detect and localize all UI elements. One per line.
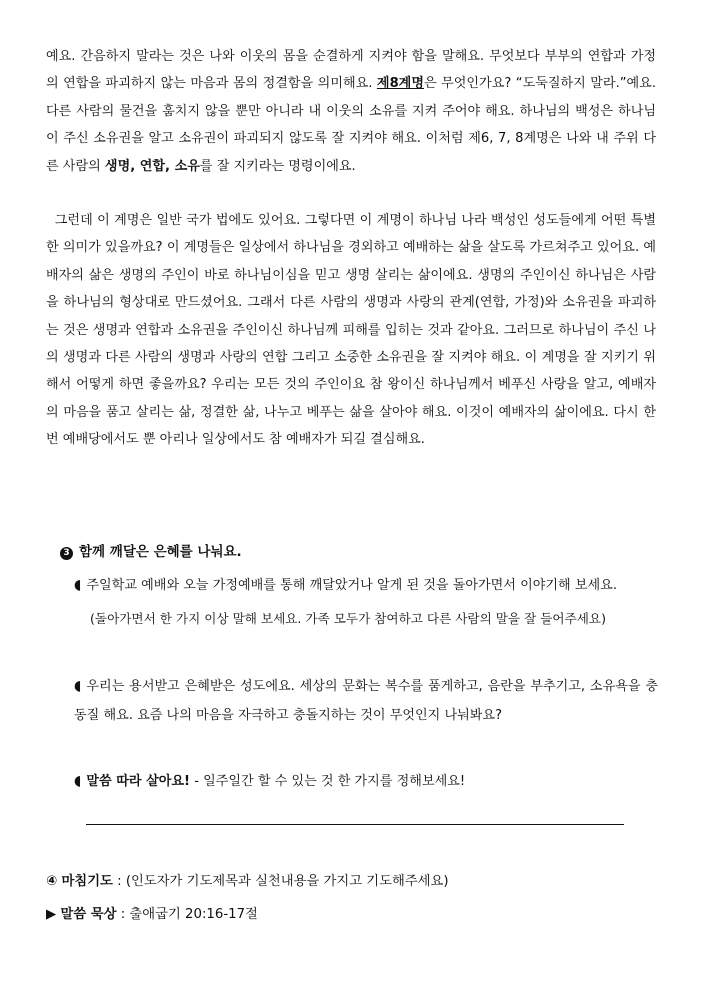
meditation-text: : 출애굽기 20:16-17절 [116, 907, 258, 922]
play-triangle-icon: ▶ [46, 907, 57, 922]
discussion-item-1-text: 주일학교 예배와 오늘 가정예배를 통해 깨달았거나 알게 된 것을 돌아가면서 이야기해 보세요. [86, 578, 617, 593]
discussion-item-1-note: (돌아가면서 한 가지 이상 말해 보세요. 가족 모두가 참여하고 다른 사람의 말을 잘 들어주세요) [90, 611, 606, 626]
paragraph2-text: 그런데 이 계명은 일반 국가 법에도 있어요. 그렇다면 이 계명이 하나님 나라 백성인 성도들에게 어떤 특별한 의미가 있을까요? 이 계명들은 일상에서 하나님을 경외하고 예배하는 삶을 살도록 가르쳐주고 있어요. 예배자의 삶은 생명의 주인이 바로 하나님이심을 믿고 생명 살리는 삶이에요. 생명의 주인이신 하나님은 사람을 하나님의 형상대로 만드셨어요. 그래서 다른 사람의 생명과 사랑의 관계(연합, 가정)와 소유권을 파괴하는 것은 생명과 연합과 소유권을 주인이신 하나님께 피해를 입히는 것과 같아요. 그러므로 하나님이 주신 나의 생명과 다른 사람의 생명과 사랑의 연합 그리고 소중한 소유권을 잘 지켜야 해요. 이 계명을 잘 지키기 위해서 어떻게 하면 좋을까요? 우리는 모든 것의 주인이요 참 왕이신 하나님께서 베푸신 사랑을 알고, 예배자의 마음을 품고 살리는 삶, 정결한 삶, 나누고 베푸는 삶을 살아야 해요. 이것이 예배자의 삶이에요. 다시 한번 예배당에서도 뿐 아리나 일상에서도 참 예배자가 되길 결심해요. [46, 213, 656, 448]
discussion-item-1 [74, 571, 664, 600]
discussion-item-3 [74, 767, 658, 796]
section-3-heading [60, 540, 242, 560]
circled-four-icon: ④ [46, 874, 58, 889]
paragraph-worshipper-life [46, 207, 656, 454]
paragraph1-text-a: 예요. 간음하지 말라는 것은 나와 이웃의 몸을 순결하게 지켜야 함을 말해요. 무엇보다 부부의 연합과 가정의 연합을 파괴하지 않는 마음과 몸의 정결함을 의미해요. [46, 49, 656, 92]
word-meditation [46, 903, 258, 922]
closing-prayer [46, 870, 449, 889]
live-by-word-label: 말씀 따라 살아요! [86, 774, 191, 789]
half-circle-bullet-icon: ◖ [74, 678, 82, 694]
paragraph1-text-c: 를 잘 지키라는 명령이에요. [199, 158, 356, 174]
section-number-badge: 3 [60, 547, 73, 560]
half-circle-bullet-icon: ◖ [74, 577, 82, 593]
closing-prayer-text: : (인도자가 기도제목과 실천내용을 가지고 기도해주세요) [112, 874, 449, 889]
paragraph-commandments-6-7-8 [46, 43, 656, 180]
paragraph1-text-b: 은 무엇인가요? “도둑질하지 말라.”예요. 다른 사람의 물건을 훔치지 않을 뿐만 아니라 내 이웃의 소유를 지켜 주어야 해요. 하나님의 백성은 하나님이 주신 소유권을 알고 소유권이 파괴되지 않도록 잘 지켜야 해요. 이처럼 제6, 7, 8계명은 나와 내 주위 다른 사람의 [46, 76, 656, 174]
meditation-label: 말씀 묵상 [60, 907, 117, 922]
answer-line [86, 824, 624, 825]
live-by-word-text: - 일주일간 할 수 있는 것 한 가지를 정해보세요! [190, 774, 466, 789]
closing-prayer-label: 마침기도 [61, 874, 113, 889]
discussion-item-2-text: 우리는 용서받고 은혜받은 성도에요. 세상의 문화는 복수를 품게하고, 음란을 부추기고, 소유욕을 충동질 해요. 요즘 나의 마음을 자극하고 충돌지하는 것이 무엇인지 나눠봐요? [74, 679, 658, 723]
keywords-highlight: 생명, 연합, 소유 [104, 158, 200, 174]
commandment-8-highlight: 제8계명 [376, 76, 424, 92]
discussion-item-2 [74, 672, 658, 730]
section-3-title: 함께 깨달은 은혜를 나눠요. [79, 544, 242, 560]
half-circle-bullet-icon: ◖ [74, 773, 82, 789]
